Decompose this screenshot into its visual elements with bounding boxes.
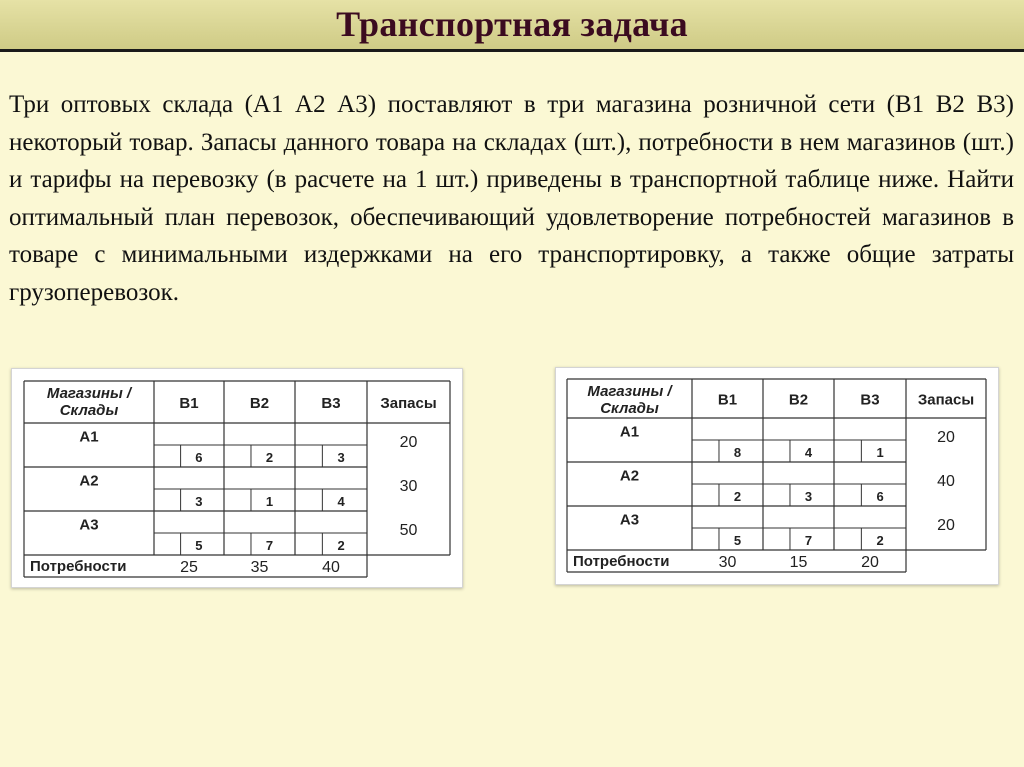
corner-label-stores: Магазины /	[587, 383, 672, 400]
transport-table-1	[11, 368, 463, 588]
slide-title: Транспортная задача	[336, 3, 688, 44]
warehouse-label: A2	[619, 467, 640, 485]
warehouse-label: A1	[619, 423, 640, 441]
warehouse-label: A2	[79, 472, 99, 490]
transport-table-2-grid	[556, 368, 998, 584]
cost-value: 3	[804, 489, 813, 504]
corner-label-stores: Магазины /	[46, 385, 132, 402]
store-header: B3	[321, 395, 341, 412]
cost-value: 7	[804, 533, 813, 548]
demand-label: Потребности	[30, 558, 127, 575]
cost-value: 3	[337, 450, 345, 465]
transport-table-1-grid	[12, 369, 462, 587]
cost-value: 1	[265, 494, 274, 509]
store-header: B1	[717, 391, 738, 409]
supply-value: 20	[937, 429, 955, 446]
supply-value: 30	[399, 478, 418, 495]
store-header: B3	[860, 391, 880, 409]
cost-value: 2	[337, 538, 345, 553]
demand-value: 20	[861, 554, 879, 571]
demand-value: 35	[250, 559, 269, 576]
supply-value: 40	[937, 473, 955, 490]
demand-value: 25	[180, 559, 198, 576]
demand-value: 15	[789, 554, 808, 571]
store-header: B2	[788, 391, 809, 409]
transport-table-2	[555, 367, 999, 585]
warehouse-label: A1	[79, 428, 99, 446]
corner-label-warehouses: Склады	[600, 400, 659, 417]
cost-value: 6	[876, 489, 884, 504]
supply-header: Запасы	[380, 395, 437, 412]
cost-value: 6	[195, 450, 203, 465]
cost-value: 1	[876, 445, 884, 460]
cost-value: 2	[265, 450, 274, 465]
supply-value: 50	[399, 522, 418, 539]
demand-label: Потребности	[573, 553, 670, 570]
cost-value: 2	[733, 489, 742, 504]
supply-value: 20	[399, 434, 418, 451]
demand-value: 40	[322, 559, 340, 576]
cost-value: 4	[804, 445, 813, 460]
cost-value: 5	[195, 538, 203, 553]
supply-value: 20	[937, 517, 955, 534]
store-header: B1	[179, 395, 199, 412]
problem-statement: Три оптовых склада (А1 А2 А3) поставляют в три магазина розничной сети (В1 В2 В3) некоторый товар. Запасы данного товара на складах (шт.), потребности в нем магазинов (шт.) и тарифы на перевозку (в расчете на 1 шт.) приведены в транспортной таблице ниже. Найти оптимальный план перевозок, обеспечивающий удовлетворение потребностей магазинов в товаре с минимальными издержками на его транспортировку, а также общие затраты грузоперевозок.	[9, 91, 1014, 306]
warehouse-label: A3	[79, 516, 99, 534]
cost-value: 8	[733, 445, 742, 460]
cost-value: 4	[337, 494, 345, 509]
cost-value: 7	[265, 538, 274, 553]
store-header: B2	[249, 395, 270, 412]
warehouse-label: A3	[619, 511, 640, 529]
demand-value: 30	[718, 554, 737, 571]
cost-value: 2	[876, 533, 884, 548]
corner-label-warehouses: Склады	[59, 402, 119, 419]
cost-value: 3	[195, 494, 203, 509]
title-bar	[0, 0, 1024, 52]
supply-header: Запасы	[917, 391, 975, 409]
cost-value: 5	[733, 533, 742, 548]
